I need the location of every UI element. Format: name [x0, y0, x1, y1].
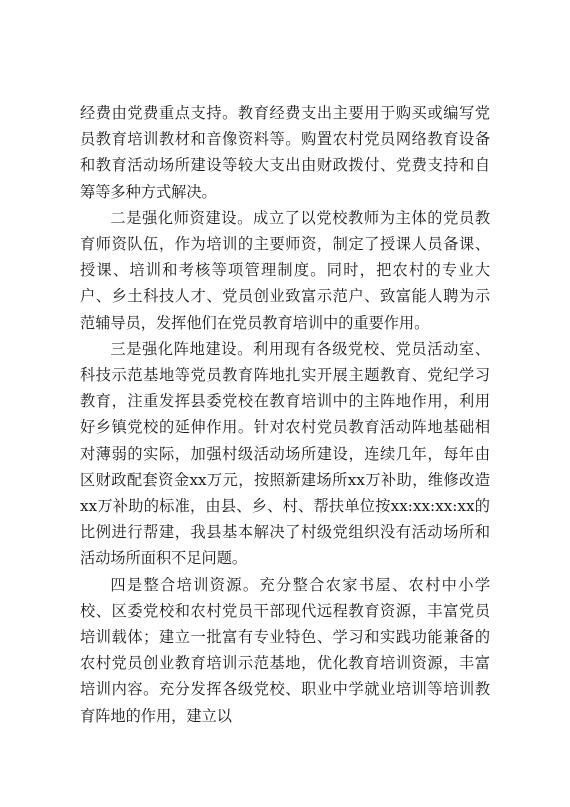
paragraph-resource-integration: 四是整合培训资源。充分整合农家书屋、农村中小学校、区委党校和农村党员干部现代远程教育资源，丰富党员培训载体；建立一批富有专业特色、学习和实践功能兼备的农村党员创业教育培训示范基地，优化教育培训资源，丰富培训内容。充分发挥各级党校、职业中学就业培训等培训教育阵地的作用，建立以: [80, 575, 490, 725]
paragraph-teacher-building: 二是强化师资建设。成立了以党校教师为主体的党员教育师资队伍，作为培训的主要师资，制定了授课人员备课、授课、培训和考核等项管理制度。同时，把农村的专业大户、乡土科技人才、党员创业致富示范户、致富能人聘为示范辅导员，发挥他们在党员教育培训中的重要作用。: [80, 208, 490, 332]
paragraph-continued: 经费由党费重点支持。教育经费支出主要用于购买或编写党员教育培训教材和音像资料等。购置农村党员网络教育设备和教育活动场所建设等较大支出由财政拨付、党费支持和自筹等多种方式解决。: [80, 104, 490, 201]
paragraph-venue-building: 三是强化阵地建设。利用现有各级党校、党员活动室、科技示范基地等党员教育阵地扎实开展主题教育、党纪学习教育，注重发挥县委党校在教育培训中的主阵地作用，利用好乡镇党校的延伸作用。针对农村党员教育活动阵地基础相对薄弱的实际，加强村级活动场所建设，连续几年，每年由区财政配套资金xx万元，按照新建场所xx万补助，维修改造xx万补助的标准，由县、乡、村、帮扶单位按xx:xx:xx:xx的比例进行帮建，我县基本解决了村级党组织没有活动场所和活动场所面积不足问题。: [80, 339, 490, 568]
body-text: [80, 100, 490, 729]
